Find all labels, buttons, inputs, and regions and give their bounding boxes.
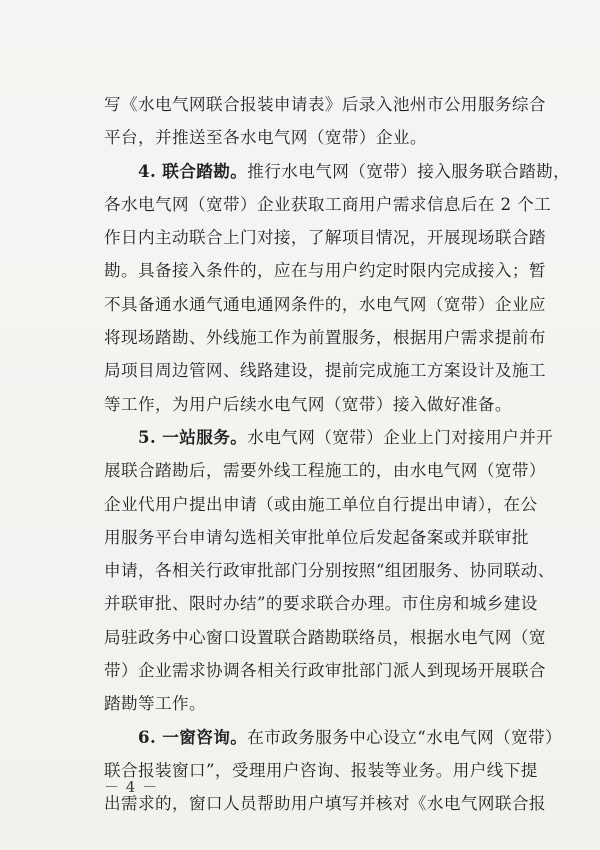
line-text: 写《水电气网联合报装申请表》后录入池州市公用服务综合 xyxy=(104,95,546,114)
line-text: 用服务平台申请勾选相关审批单位后发起备案或并联审批 xyxy=(104,527,529,547)
text-line xyxy=(104,188,552,221)
text-line xyxy=(104,421,554,454)
line-text: 等工作，为用户后续水电气网（宽带）接入做好准备。 xyxy=(104,394,512,414)
text-line xyxy=(104,454,546,487)
line-text: 将现场踏勘、外线施工作为前置服务，根据用户需求提前布 xyxy=(104,328,546,348)
text-line xyxy=(104,388,514,421)
text-line xyxy=(104,254,546,287)
text-line xyxy=(104,88,546,121)
line-text: 水电气网（宽带）企业上门对接用户并开 xyxy=(247,427,554,447)
line-text: 作日内主动联合上门对接，了解项目情况，开展现场联合踏 xyxy=(104,228,546,248)
text-line xyxy=(104,654,546,687)
page-number: － 4 － xyxy=(104,778,159,796)
line-text: 申请，各相关行政审批部门分别按照“组团服务、协同联动、 xyxy=(104,561,555,581)
line-text: 联合报装窗口”，受理用户咨询、报装等业务。用户线下提 xyxy=(104,760,538,780)
line-text: 并联审批、限时办结”的要求联合办理。市住房和城乡建设 xyxy=(104,594,538,614)
line-text: 勘。具备接入条件的，应在与用户约定时限内完成接入；暂 xyxy=(104,261,546,281)
line-text: 带）企业需求协调各相关行政审批部门派人到现场开展联合 xyxy=(104,661,546,681)
line-text: 企业代用户提出申请（或由施工单位自行提出申请），在公 xyxy=(104,494,538,514)
line-text: 展联合踏勘后，需要外线工程施工的，由水电气网（宽带） xyxy=(104,461,546,481)
text-line xyxy=(104,488,538,521)
text-line xyxy=(104,621,546,654)
text-line xyxy=(104,321,546,354)
text-line xyxy=(104,587,538,620)
paragraph xyxy=(104,88,546,155)
text-line xyxy=(104,521,529,554)
document-body xyxy=(104,88,571,821)
line-text: 各水电气网（宽带）企业获取工商用户需求信息后在 2 个工 xyxy=(104,194,552,214)
line-text: 推行水电气网（宽带）接入服务联合踏勘， xyxy=(247,161,571,181)
text-line xyxy=(104,221,546,254)
text-line xyxy=(104,754,538,787)
text-line xyxy=(104,721,563,754)
text-line xyxy=(104,687,514,720)
text-line xyxy=(104,288,546,321)
text-line xyxy=(104,155,571,188)
text-line xyxy=(104,554,555,587)
text-line xyxy=(104,354,546,387)
paragraph xyxy=(104,421,555,721)
text-line xyxy=(104,121,514,154)
paragraph xyxy=(104,155,571,421)
section-heading: 6. 一窗咨询。 xyxy=(138,726,248,747)
section-heading: 5. 一站服务。 xyxy=(138,426,248,447)
section-heading: 4. 联合踏勘。 xyxy=(138,160,248,181)
line-text: 局项目周边管网、线路建设，提前完成施工方案设计及施工 xyxy=(104,361,546,381)
line-text: 在市政务服务中心设立“水电气网（宽带） xyxy=(247,727,563,747)
text-line xyxy=(104,787,546,820)
line-text: 不具备通水通气通电通网条件的，水电气网（宽带）企业应 xyxy=(104,294,546,314)
line-text: 局驻政务中心窗口设置联合踏勘联络员，根据水电气网（宽 xyxy=(104,627,546,647)
line-text: 出需求的，窗口人员帮助用户填写并核对《水电气网联合报 xyxy=(104,794,546,814)
line-text: 踏勘等工作。 xyxy=(104,694,206,714)
paragraph xyxy=(104,721,563,821)
line-text: 平台，并推送至各水电气网（宽带）企业。 xyxy=(104,128,427,148)
